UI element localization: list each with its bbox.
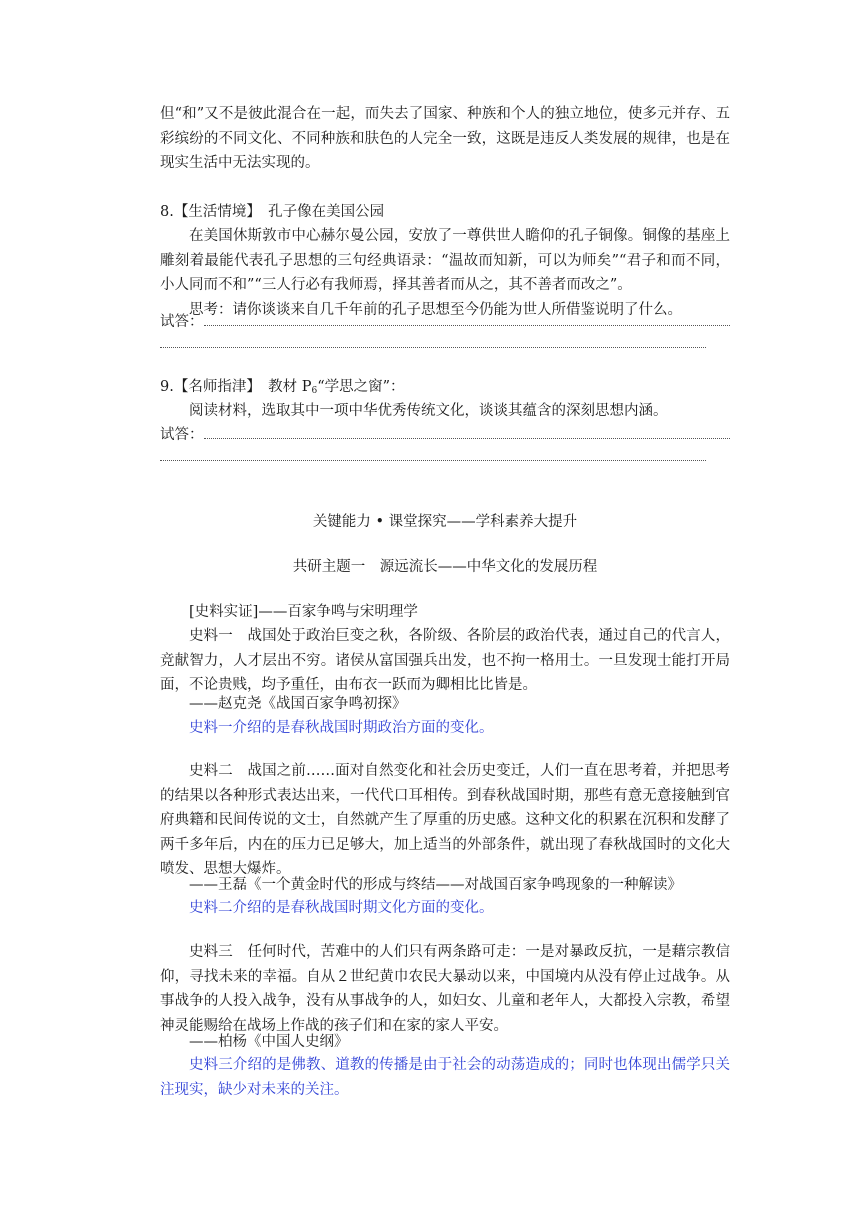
section-title: 关键能力 • 课堂探究——学科素养大提升 [312, 514, 578, 530]
q8-answer-label: 试答： [160, 314, 204, 330]
evidence-heading: [史料实证]——百家争鸣与宋明理学 [189, 604, 418, 620]
q9-heading-suffix: “学思之窗”： [317, 379, 405, 395]
q9-answer-line [160, 423, 730, 448]
material-2-note: 史料二介绍的是春秋战国时期文化方面的变化。 [189, 900, 494, 916]
q9-answer-dots [204, 438, 730, 439]
q9-body: 阅读材料，选取其中一项中华优秀传统文化，谈谈其蕴含的深刻思想内涵。 [189, 403, 668, 419]
material-1-note: 史料一介绍的是春秋战国时期政治方面的变化。 [189, 720, 494, 736]
q8-heading: 8.【生活情境】 孔子像在美国公园 [160, 204, 385, 220]
material-1-text: 史料一 战国处于政治巨变之秋，各阶级、各阶层的政治代表，通过自己的代言人，竞献智力，人才层出不穷。诸侯从富国强兵出发，也不拘一格用士。一旦发现士能打开局面，不论贵贱，均予重任，由布衣一跃而为卿相比比皆是。 [160, 628, 730, 693]
q8-answer-dotline [160, 347, 706, 348]
intro-paragraph: 但“和”又不是彼此混合在一起，而失去了国家、种族和个人的独立地位，使多元并存、五彩缤纷的不同文化、不同种族和肤色的人完全一致，这既是违反人类发展的规律，也是在现实生活中无法实现的。 [160, 106, 730, 171]
material-2-source: ——王磊《一个黄金时代的形成与终结——对战国百家争鸣现象的一种解读》 [189, 877, 682, 893]
q9-answer-label: 试答： [160, 427, 204, 443]
q9-heading-page-sub: 6 [311, 386, 318, 396]
material-1-source: ——赵克尧《战国百家争鸣初探》 [189, 696, 407, 712]
q8-question: 思考：请你谈谈来自几千年前的孔子思想至今仍能为世人所借鉴说明了什么。 [189, 302, 682, 318]
material-3-note: 史料三介绍的是佛教、道教的传播是由于社会的动荡造成的；同时也体现出儒学只关注现实，缺少对未来的关注。 [160, 1057, 730, 1098]
material-2-text: 史料二 战国之前……面对自然变化和社会历史变迁，人们一直在思考着，并把思考的结果以各种形式表达出来，一代代口耳相传。到春秋战国时期，那些有意无意接触到官府典籍和民间传说的文士，自然就产生了厚重的历史感。这种文化的积累在沉积和发酵了两千多年后，内在的压力已足够大，加上适当的外部条件，就出现了春秋战国时的文化大喷发、思想大爆炸。 [160, 763, 730, 877]
q8-body: 在美国休斯敦市中心赫尔曼公园，安放了一尊供世人瞻仰的孔子铜像。铜像的基座上雕刻着最能代表孔子思想的三句经典语录：“温故而知新，可以为师矣”“君子和而不同，小人同而不和”“三人行必有我师焉，择其善者而从之，其不善者而改之”。 [160, 228, 730, 293]
material-3-source: ——柏杨《中国人史纲》 [189, 1034, 349, 1050]
q9-heading-text: 9.【名师指津】 教材 P [160, 379, 312, 395]
q9-answer-dotline [160, 460, 706, 461]
q8-answer-dots [204, 325, 730, 326]
q8-answer-line [160, 310, 730, 335]
topic-title: 共研主题一 源远流长——中华文化的发展历程 [292, 559, 598, 575]
material-3-text: 史料三 任何时代，苦难中的人们只有两条路可走：一是对暴政反抗，一是藉宗教信仰，寻找未来的幸福。自从２世纪黄巾农民大暴动以来，中国境内从没有停止过战争。从事战争的人投入战争，没有从事战争的人，如妇女、儿童和老年人，大都投入宗教，希望神灵能赐给在战场上作战的孩子们和在家的家人平安。 [160, 944, 730, 1034]
